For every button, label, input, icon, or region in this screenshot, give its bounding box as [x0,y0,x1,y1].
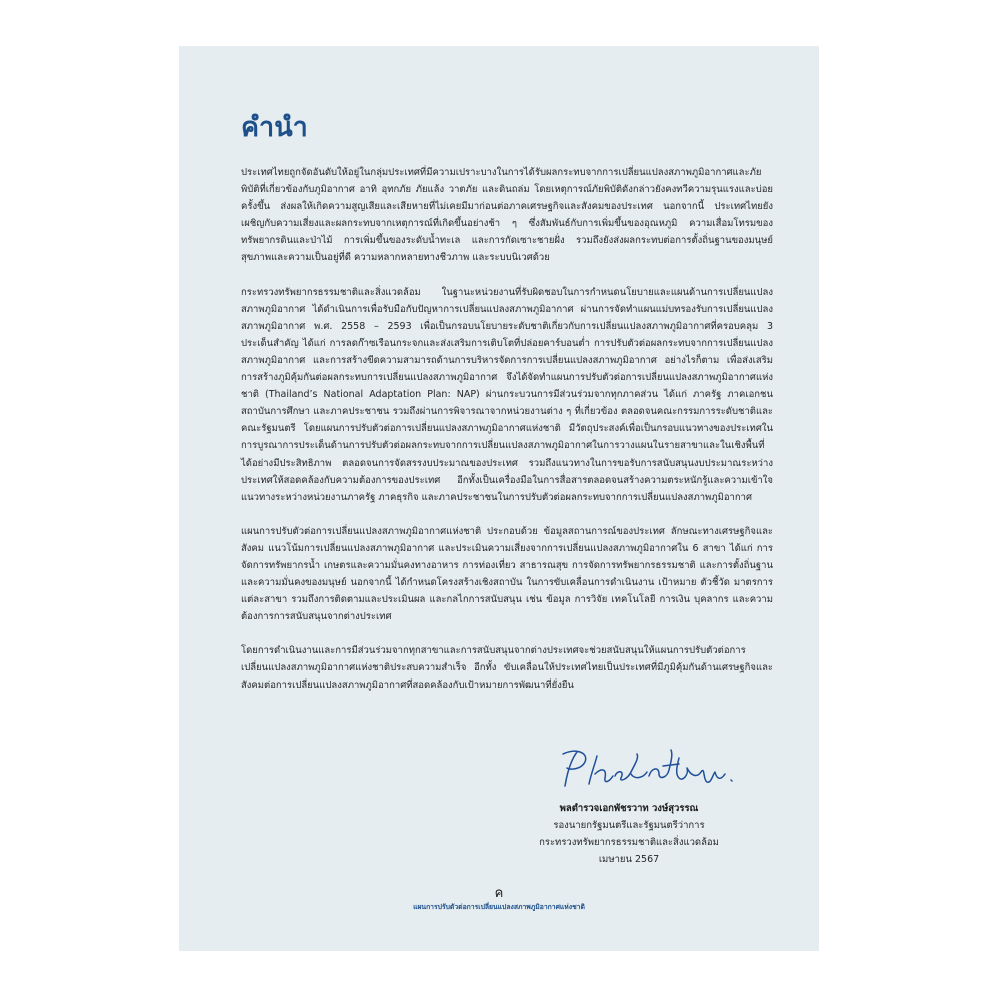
signer-name: พลตำรวจเอกพัชรวาท วงษ์สุวรรณ [559,803,699,814]
signature-block [509,800,749,868]
paragraph-1: ประเทศไทยถูกจัดอันดับให้อยู่ในกลุ่มประเทศที่มีความเปราะบางในการได้รับผลกระทบจากการเปลี่ยนแปลงสภาพภูมิอากาศและภัยพิบัติที่เกี่ยวข้องกับภูมิอากาศ อาทิ อุทกภัย ภัยแล้ง วาตภัย และดินถล่ม โดยเหตุการณ์ภัยพิบัติดังกล่าวยังคงทวีความรุนแรงและบ่อยครั้งขึ้น ส่งผลให้เกิดความสูญเสียและเสียหายที่ไม่เคยมีมาก่อนต่อภาคเศรษฐกิจและสังคมของประเทศ นอกจากนี้ ประเทศไทยยังเผชิญกับความเสี่ยงและผลกระทบจากเหตุการณ์ที่เกิดขึ้นอย่างช้า ๆ ซึ่งสัมพันธ์กับการเพิ่มขึ้นของอุณหภูมิ ความเสื่อมโทรมของทรัพยากรดินและป่าไม้ การเพิ่มขึ้นของระดับน้ำทะเล และการกัดเซาะชายฝั่ง รวมถึงยังส่งผลกระทบต่อการตั้งถิ่นฐานของมนุษย์ สุขภาพและความเป็นอยู่ที่ดี ความหลากหลายทางชีวภาพ และระบบนิเวศด้วย [241,167,773,264]
document-page [179,46,819,951]
foreword-body [241,164,773,711]
paragraph-3: แผนการปรับตัวต่อการเปลี่ยนแปลงสภาพภูมิอากาศแห่งชาติ ประกอบด้วย ข้อมูลสถานการณ์ของประเทศ ลักษณะทางเศรษฐกิจและสังคม แนวโน้มการเปลี่ยนแปลงสภาพภูมิอากาศ และประเมินความเสี่ยงจากการเปลี่ยนแปลงสภาพภูมิอากาศใน 6 สาขา ได้แก่ การจัดการทรัพยากรน้ำ เกษตรและความมั่นคงทางอาหาร การท่องเที่ยว สาธารณสุข การจัดการทรัพยากรธรรมชาติ และการตั้งถิ่นฐานและความมั่นคงของมนุษย์ นอกจากนี้ ได้กำหนดโครงสร้างเชิงสถาบัน ในการขับเคลื่อนการดำเนินงาน เป้าหมาย ตัวชี้วัด มาตรการแต่ละสาขา รวมถึงการติดตามและประเมินผล และกลไกการสนับสนุน เช่น ข้อมูล การวิจัย เทคโนโลยี การเงิน บุคลากร และความต้องการการสนับสนุนจากต่างประเทศ [241,525,773,623]
signature-date: เมษายน 2567 [598,854,660,866]
page-title: คำนำ [241,112,308,143]
signer-position: รองนายกรัฐมนตรีและรัฐมนตรีว่าการ [553,820,705,832]
signer-organization: กระทรวงทรัพยากรธรรมชาติและสิ่งแวดล้อม [539,837,719,849]
footer-document-title: แผนการปรับตัวต่อการเปลี่ยนแปลงสภาพภูมิอากาศแห่งชาติ [413,903,585,911]
handwritten-signature [555,746,740,794]
paragraph-2: กระทรวงทรัพยากรธรรมชาติและสิ่งแวดล้อม ในฐานะหน่วยงานที่รับผิดชอบในการกำหนดนโยบายและแผนด้านการเปลี่ยนแปลงสภาพภูมิอากาศ ได้ดำเนินการเพื่อรับมือกับปัญหาการเปลี่ยนแปลงสภาพภูมิอากาศ ผ่านการจัดทำแผนแม่บทรองรับการเปลี่ยนแปลงสภาพภูมิอากาศ พ.ศ. 2558 – 2593 เพื่อเป็นกรอบนโยบายระดับชาติเกี่ยวกับการเปลี่ยนแปลงสภาพภูมิอากาศที่ครอบคลุม 3 ประเด็นสำคัญ ได้แก่ การลดก๊าซเรือนกระจกและส่งเสริมการเติบโตที่ปล่อยคาร์บอนต่ำ การปรับตัวต่อผลกระทบจากการเปลี่ยนแปลงสภาพภูมิอากาศ และการสร้างขีดความสามารถด้านการบริหารจัดการการเปลี่ยนแปลงสภาพภูมิอากาศ อย่างไรก็ตาม เพื่อส่งเสริมการสร้างภูมิคุ้มกันต่อผลกระทบการเปลี่ยนแปลงสภาพภูมิอากาศ จึงได้จัดทำแผนการปรับตัวต่อการเปลี่ยนแปลงสภาพภูมิอากาศแห่งชาติ (Thailand’s National Adaptation Plan: NAP) ผ่านกระบวนการมีส่วนร่วมจากทุกภาคส่วน ได้แก่ ภาครัฐ ภาคเอกชน สถาบันการศึกษา และภาคประชาชน รวมถึงผ่านการพิจารณาจากหน่วยงานต่าง ๆ ที่เกี่ยวข้อง ตลอดจนคณะกรรมการระดับชาติและคณะรัฐมนตรี โดยแผนการปรับตัวต่อการเปลี่ยนแปลงสภาพภูมิอากาศแห่งชาติ มีวัตถุประสงค์เพื่อเป็นกรอบแนวทางของประเทศในการบูรณาการประเด็นด้านการปรับตัวต่อผลกระทบจากการเปลี่ยนแปลงสภาพภูมิอากาศในการวางแผนในรายสาขาและในเชิงพื้นที่ได้อย่างมีประสิทธิภาพ ตลอดจนการจัดสรรงบประมาณของประเทศ รวมถึงแนวทางในการขอรับการสนับสนุนงบประมาณระหว่างประเทศให้สอดคล้องกับความต้องการของประเทศ อีกทั้งเป็นเครื่องมือในการสื่อสารตลอดจนสร้างความตระหนักรู้และความเข้าใจแนวทางระหว่างหน่วยงานภาครัฐ ภาคธุรกิจ และภาคประชาชนในการปรับตัวต่อผลกระทบจากการเปลี่ยนแปลงสภาพภูมิอากาศ [241,286,773,503]
page-number: ค [494,886,504,901]
paragraph-4: โดยการดำเนินงานและการมีส่วนร่วมจากทุกสาขาและการสนับสนุนจากต่างประเทศจะช่วยสนับสนุนให้แผนการปรับตัวต่อการเปลี่ยนแปลงสภาพภูมิอากาศแห่งชาติประสบความสำเร็จ อีกทั้ง ขับเคลื่อนให้ประเทศไทยเป็นประเทศที่มีภูมิคุ้มกันด้านเศรษฐกิจและสังคมต่อการเปลี่ยนแปลงสภาพภูมิอากาศที่สอดคล้องกับเป้าหมายการพัฒนาที่ยั่งยืน [241,645,773,691]
